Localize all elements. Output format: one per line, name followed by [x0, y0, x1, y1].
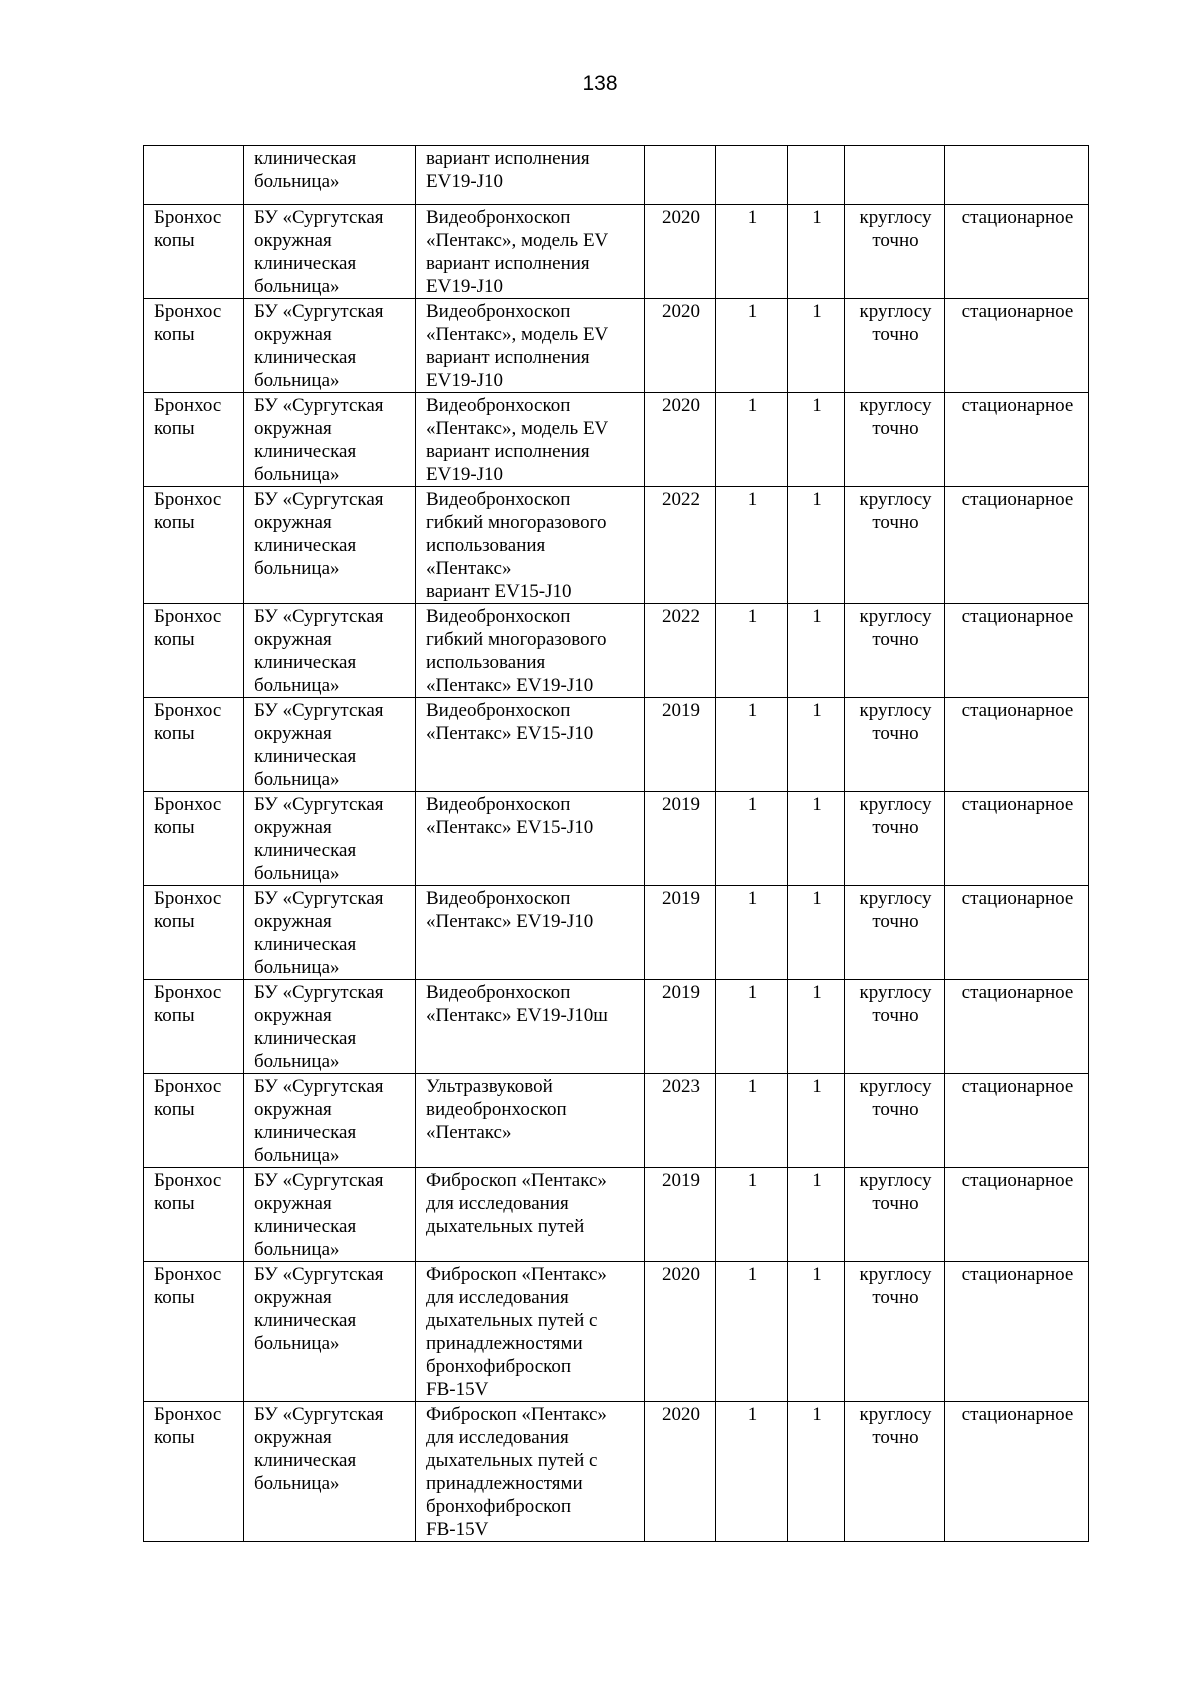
cell-kind: стационарное [945, 980, 1089, 1074]
cell-device: Фиброскоп «Пентакс» для исследования дыхательных путей с принадлежностями бронхофиброскоп FB-15V [416, 1402, 645, 1542]
cell-kind: стационарное [945, 1402, 1089, 1542]
cell-mode: круглосу точно [845, 205, 945, 299]
cell-qty2: 1 [788, 604, 845, 698]
cell-device: Видеобронхоскоп «Пентакс» EV19-J10 [416, 886, 645, 980]
cell-qty2: 1 [788, 299, 845, 393]
cell-kind: стационарное [945, 698, 1089, 792]
cell-device: вариант исполнения EV19-J10 [416, 146, 645, 205]
cell-year: 2022 [645, 487, 716, 604]
cell-org: БУ «Сургутская окружная клиническая больница» [244, 487, 416, 604]
cell-org: БУ «Сургутская окружная клиническая больница» [244, 886, 416, 980]
cell-org: БУ «Сургутская окружная клиническая больница» [244, 698, 416, 792]
cell-device: Видеобронхоскоп «Пентакс», модель EV вариант исполнения EV19-J10 [416, 299, 645, 393]
cell-mode: круглосу точно [845, 1074, 945, 1168]
table-row [144, 299, 1089, 393]
cell-qty2 [788, 146, 845, 205]
cell-qty1: 1 [716, 792, 788, 886]
cell-type [144, 146, 244, 205]
cell-qty2: 1 [788, 205, 845, 299]
cell-year: 2020 [645, 299, 716, 393]
cell-qty1: 1 [716, 1074, 788, 1168]
cell-kind: стационарное [945, 886, 1089, 980]
table-row [144, 698, 1089, 792]
cell-type: Бронхос копы [144, 299, 244, 393]
cell-org: БУ «Сургутская окружная клиническая больница» [244, 1402, 416, 1542]
cell-org: БУ «Сургутская окружная клиническая больница» [244, 299, 416, 393]
cell-qty1: 1 [716, 205, 788, 299]
cell-org: БУ «Сургутская окружная клиническая больница» [244, 980, 416, 1074]
cell-year: 2020 [645, 393, 716, 487]
cell-year: 2022 [645, 604, 716, 698]
cell-qty1: 1 [716, 886, 788, 980]
cell-year: 2019 [645, 1168, 716, 1262]
cell-device: Фиброскоп «Пентакс» для исследования дыхательных путей с принадлежностями бронхофиброскоп FB-15V [416, 1262, 645, 1402]
cell-qty1: 1 [716, 980, 788, 1074]
cell-type: Бронхос копы [144, 1262, 244, 1402]
cell-org: БУ «Сургутская окружная клиническая больница» [244, 205, 416, 299]
cell-qty1 [716, 146, 788, 205]
cell-mode: круглосу точно [845, 980, 945, 1074]
cell-kind: стационарное [945, 1074, 1089, 1168]
table-row [144, 604, 1089, 698]
cell-year: 2019 [645, 792, 716, 886]
cell-device: Видеобронхоскоп гибкий многоразового использования «Пентакс» вариант EV15-J10 [416, 487, 645, 604]
cell-kind: стационарное [945, 1168, 1089, 1262]
cell-type: Бронхос копы [144, 1402, 244, 1542]
cell-mode: круглосу точно [845, 393, 945, 487]
cell-org: клиническая больница» [244, 146, 416, 205]
page-number: 138 [582, 72, 618, 95]
cell-org: БУ «Сургутская окружная клиническая больница» [244, 393, 416, 487]
cell-qty2: 1 [788, 1262, 845, 1402]
cell-type: Бронхос копы [144, 487, 244, 604]
table-row-continuation [144, 146, 1089, 205]
cell-mode: круглосу точно [845, 1168, 945, 1262]
cell-qty2: 1 [788, 792, 845, 886]
cell-kind: стационарное [945, 792, 1089, 886]
cell-device: Ультразвуковой видеобронхоскоп «Пентакс» [416, 1074, 645, 1168]
equipment-table [143, 145, 1089, 1542]
cell-device: Фиброскоп «Пентакс» для исследования дыхательных путей [416, 1168, 645, 1262]
cell-kind: стационарное [945, 1262, 1089, 1402]
cell-org: БУ «Сургутская окружная клиническая больница» [244, 604, 416, 698]
cell-qty2: 1 [788, 393, 845, 487]
cell-type: Бронхос копы [144, 886, 244, 980]
cell-year: 2020 [645, 1262, 716, 1402]
table-row [144, 886, 1089, 980]
cell-type: Бронхос копы [144, 205, 244, 299]
cell-mode: круглосу точно [845, 299, 945, 393]
cell-qty2: 1 [788, 980, 845, 1074]
cell-year: 2020 [645, 205, 716, 299]
cell-kind: стационарное [945, 205, 1089, 299]
cell-year: 2020 [645, 1402, 716, 1542]
cell-qty2: 1 [788, 1402, 845, 1542]
cell-year: 2019 [645, 980, 716, 1074]
cell-device: Видеобронхоскоп «Пентакс», модель EV вариант исполнения EV19-J10 [416, 393, 645, 487]
cell-qty2: 1 [788, 886, 845, 980]
cell-qty1: 1 [716, 604, 788, 698]
cell-qty1: 1 [716, 487, 788, 604]
cell-qty1: 1 [716, 1168, 788, 1262]
cell-qty1: 1 [716, 299, 788, 393]
cell-qty2: 1 [788, 1168, 845, 1262]
cell-mode: круглосу точно [845, 792, 945, 886]
cell-year: 2019 [645, 886, 716, 980]
cell-mode: круглосу точно [845, 886, 945, 980]
cell-year: 2023 [645, 1074, 716, 1168]
cell-type: Бронхос копы [144, 698, 244, 792]
cell-qty2: 1 [788, 487, 845, 604]
cell-qty1: 1 [716, 1262, 788, 1402]
table-row [144, 205, 1089, 299]
cell-kind: стационарное [945, 299, 1089, 393]
table-row [144, 393, 1089, 487]
cell-qty1: 1 [716, 1402, 788, 1542]
cell-type: Бронхос копы [144, 980, 244, 1074]
cell-org: БУ «Сургутская окружная клиническая больница» [244, 1074, 416, 1168]
table-row [144, 1074, 1089, 1168]
cell-qty1: 1 [716, 698, 788, 792]
cell-kind: стационарное [945, 604, 1089, 698]
cell-mode: круглосу точно [845, 604, 945, 698]
table-row [144, 980, 1089, 1074]
cell-org: БУ «Сургутская окружная клиническая больница» [244, 1168, 416, 1262]
cell-qty2: 1 [788, 698, 845, 792]
table-row [144, 1402, 1089, 1542]
cell-kind [945, 146, 1089, 205]
cell-year: 2019 [645, 698, 716, 792]
cell-mode: круглосу точно [845, 487, 945, 604]
cell-org: БУ «Сургутская окружная клиническая больница» [244, 792, 416, 886]
cell-device: Видеобронхоскоп «Пентакс» EV15-J10 [416, 792, 645, 886]
table-row [144, 1168, 1089, 1262]
cell-type: Бронхос копы [144, 604, 244, 698]
cell-type: Бронхос копы [144, 792, 244, 886]
cell-device: Видеобронхоскоп «Пентакс», модель EV вариант исполнения EV19-J10 [416, 205, 645, 299]
cell-device: Видеобронхоскоп «Пентакс» EV19-J10ш [416, 980, 645, 1074]
cell-device: Видеобронхоскоп гибкий многоразового использования «Пентакс» EV19-J10 [416, 604, 645, 698]
cell-mode: круглосу точно [845, 1402, 945, 1542]
cell-device: Видеобронхоскоп «Пентакс» EV15-J10 [416, 698, 645, 792]
cell-mode [845, 146, 945, 205]
cell-qty2: 1 [788, 1074, 845, 1168]
cell-type: Бронхос копы [144, 1074, 244, 1168]
cell-qty1: 1 [716, 393, 788, 487]
cell-type: Бронхос копы [144, 393, 244, 487]
cell-kind: стационарное [945, 393, 1089, 487]
cell-kind: стационарное [945, 487, 1089, 604]
cell-mode: круглосу точно [845, 698, 945, 792]
table-row [144, 487, 1089, 604]
table-row [144, 792, 1089, 886]
cell-year [645, 146, 716, 205]
cell-type: Бронхос копы [144, 1168, 244, 1262]
cell-org: БУ «Сургутская окружная клиническая больница» [244, 1262, 416, 1402]
table-row [144, 1262, 1089, 1402]
cell-mode: круглосу точно [845, 1262, 945, 1402]
